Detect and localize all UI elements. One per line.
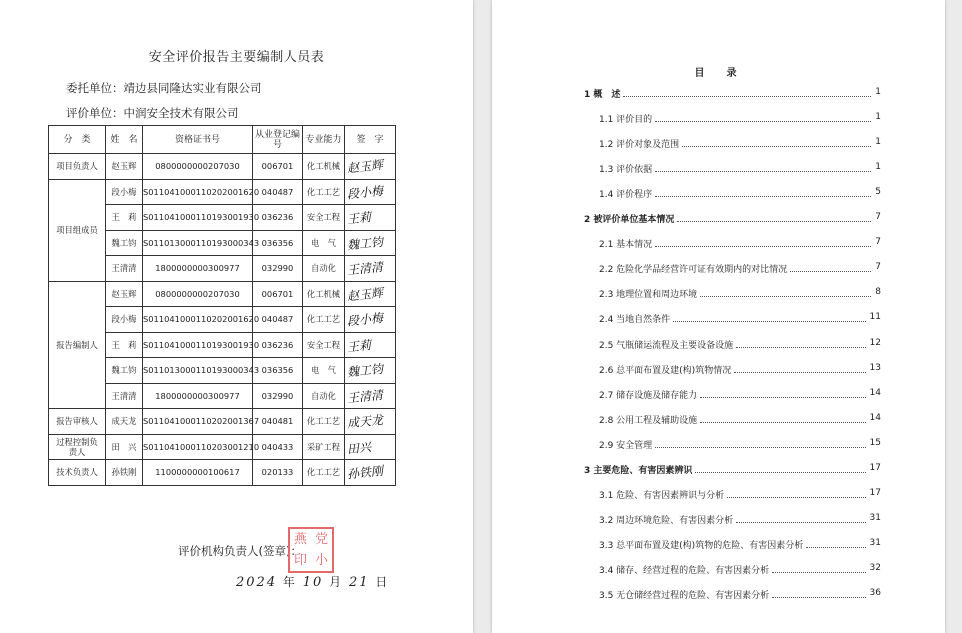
toc-entry-label: 2.6 总平面布置及建(构)筑物情况 <box>599 365 732 376</box>
category-cell: 技术负责人 <box>49 460 106 486</box>
toc-entry-label: 2.4 当地自然条件 <box>599 315 671 326</box>
toc-dot-leader <box>700 397 866 398</box>
certificate-cell: S011041000110203001210 <box>143 434 253 460</box>
name-cell: 孙铁刚 <box>106 460 143 486</box>
certificate-cell: S011041000110202001367 <box>143 409 253 435</box>
skill-cell: 自动化 <box>303 256 345 282</box>
toc-dot-leader <box>736 347 866 348</box>
signature-cell <box>345 434 396 460</box>
toc-section-entry[interactable] <box>492 413 945 433</box>
signature-cell <box>345 179 396 205</box>
toc-page-number: 1 <box>875 87 881 97</box>
toc-section-entry[interactable] <box>492 187 945 207</box>
registration-cell: 032990 <box>253 383 303 409</box>
toc-dot-leader <box>736 522 866 523</box>
skill-cell: 化工机械 <box>303 154 345 180</box>
handwritten-signature: 赵玉辉 <box>346 285 384 304</box>
toc-page-number: 15 <box>869 437 881 448</box>
toc-title: 目 录 <box>694 68 743 79</box>
toc-dot-leader <box>623 96 871 97</box>
handwritten-signature: 赵玉辉 <box>346 158 384 176</box>
signature-cell <box>345 281 396 307</box>
toc-page-number: 14 <box>869 412 881 423</box>
registration-cell: 040481 <box>253 409 303 435</box>
certificate-cell: S011041000110193001930 <box>143 205 253 231</box>
name-cell: 王 莉 <box>106 332 143 358</box>
date-day-unit: 日 <box>375 575 390 589</box>
certificate-cell: S011041000110193001930 <box>143 332 253 358</box>
personal-seal-stamp <box>288 527 334 573</box>
toc-chapter-entry[interactable] <box>492 463 945 483</box>
registration-cell: 032990 <box>253 256 303 282</box>
table-row <box>49 179 396 205</box>
toc-entry-label: 2.1 基本情况 <box>599 240 653 251</box>
toc-entry-label: 3.4 储存、经营过程的危险、有害因素分析 <box>599 565 770 576</box>
handwritten-signature: 魏工钧 <box>346 362 384 380</box>
toc-dot-leader <box>727 497 866 498</box>
toc-chapter-entry[interactable] <box>492 87 945 107</box>
evaluator-unit: 评价单位：中润安全技术有限公司 <box>66 106 239 120</box>
seal-char: 印 <box>293 553 307 568</box>
certificate-cell: S011041000110202001620 <box>143 179 253 205</box>
toc-entry-label: 1.2 评价对象及范围 <box>599 140 680 151</box>
date-month-unit: 月 <box>329 575 344 589</box>
certificate-cell: S011013000110193000343 <box>143 230 253 256</box>
toc-page-number: 8 <box>875 287 881 298</box>
toc-section-entry[interactable] <box>492 312 945 332</box>
toc-dot-leader <box>772 597 866 598</box>
handwritten-signature: 田兴 <box>346 439 372 457</box>
toc-section-entry[interactable] <box>492 588 945 608</box>
handwritten-signature: 孙铁刚 <box>346 464 384 482</box>
toc-page-number: 7 <box>875 212 881 223</box>
toc-page-number: 36 <box>869 588 881 598</box>
responsible-signature-label: 评价机构负责人(签章)： <box>178 544 302 558</box>
name-cell: 王清清 <box>106 383 143 409</box>
toc-section-entry[interactable] <box>492 388 945 408</box>
registration-cell: 036356 <box>253 230 303 256</box>
registration-cell: 020133 <box>253 460 303 486</box>
header-category: 分 类 <box>49 126 106 154</box>
header-name: 姓 名 <box>106 126 143 154</box>
skill-cell: 电 气 <box>303 230 345 256</box>
toc-section-entry[interactable] <box>492 488 945 508</box>
date-month: 10 <box>302 575 324 590</box>
toc-dot-leader <box>673 321 866 322</box>
toc-entry-label: 1.4 评价程序 <box>599 190 653 201</box>
category-cell: 报告编制人 <box>49 281 106 409</box>
signature-cell <box>345 307 396 333</box>
registration-cell: 036236 <box>253 332 303 358</box>
name-cell: 王清清 <box>106 256 143 282</box>
toc-dot-leader <box>734 372 866 373</box>
name-cell: 王 莉 <box>106 205 143 231</box>
certificate-cell: 1100000000100617 <box>143 460 253 486</box>
category-cell: 报告审核人 <box>49 409 106 435</box>
toc-section-entry[interactable] <box>492 287 945 307</box>
toc-dot-leader <box>695 472 866 473</box>
skill-cell: 安全工程 <box>303 205 345 231</box>
handwritten-signature: 王清清 <box>346 260 384 278</box>
signature-cell <box>345 409 396 435</box>
toc-section-entry[interactable] <box>492 563 945 583</box>
handwritten-signature: 段小梅 <box>346 183 384 202</box>
skill-cell: 化工工艺 <box>303 409 345 435</box>
toc-dot-leader <box>655 121 871 122</box>
certificate-cell: 1800000000300977 <box>143 256 253 282</box>
seal-char: 党 <box>314 532 328 547</box>
toc-page-number: 17 <box>869 462 881 473</box>
skill-cell: 化工工艺 <box>303 460 345 486</box>
toc-section-entry[interactable] <box>492 112 945 132</box>
toc-entry-label: 2.8 公用工程及辅助设施 <box>599 415 698 426</box>
toc-section-entry[interactable] <box>492 137 945 157</box>
toc-entry-label: 2.2 危险化学品经营许可证有效期内的对比情况 <box>599 265 788 276</box>
date-day: 21 <box>348 575 370 590</box>
certificate-cell: 0800000000207030 <box>143 154 253 180</box>
right-page <box>492 0 945 633</box>
toc-dot-leader <box>700 422 866 423</box>
signature-cell <box>345 332 396 358</box>
table-row <box>49 434 396 460</box>
toc-dot-leader <box>772 572 866 573</box>
toc-page-number: 17 <box>869 487 881 498</box>
name-cell: 赵玉辉 <box>106 154 143 180</box>
toc-page-number: 5 <box>875 187 881 198</box>
skill-cell: 化工工艺 <box>303 179 345 205</box>
left-page <box>0 0 473 633</box>
header-registration: 从业登记编号 <box>253 126 303 154</box>
table-row <box>49 460 396 486</box>
skill-cell: 化工工艺 <box>303 307 345 333</box>
toc-section-entry[interactable] <box>492 438 945 458</box>
toc-entry-label: 3 主要危险、有害因素辨识 <box>584 465 693 476</box>
signature-cell <box>345 358 396 384</box>
signature-cell <box>345 383 396 409</box>
registration-cell: 040487 <box>253 307 303 333</box>
toc-section-entry[interactable] <box>492 513 945 533</box>
certificate-cell: S011041000110202001620 <box>143 307 253 333</box>
certificate-cell: 0800000000207030 <box>143 281 253 307</box>
toc-dot-leader <box>806 547 866 548</box>
toc-page-number: 13 <box>869 362 881 373</box>
skill-cell: 化工机械 <box>303 281 345 307</box>
date-year-unit: 年 <box>282 575 297 589</box>
toc-entry-label: 3.2 周边环境危险、有害因素分析 <box>599 515 734 526</box>
toc-entry-label: 2.3 地理位置和周边环境 <box>599 290 698 301</box>
toc-page-number: 31 <box>869 512 881 523</box>
skill-cell: 电 气 <box>303 358 345 384</box>
toc-page-number: 14 <box>869 387 881 398</box>
table-row <box>49 154 396 180</box>
name-cell: 魏工钧 <box>106 358 143 384</box>
name-cell: 魏工钧 <box>106 230 143 256</box>
signature-cell <box>345 154 396 180</box>
handwritten-signature: 魏工钧 <box>346 234 384 253</box>
category-cell: 项目组成员 <box>49 179 106 281</box>
toc-dot-leader <box>790 271 871 272</box>
registration-cell: 006701 <box>253 154 303 180</box>
certificate-cell: S011013000110193000343 <box>143 358 253 384</box>
toc-page-number: 32 <box>869 562 881 573</box>
toc-section-entry[interactable] <box>492 262 945 282</box>
toc-entry-label: 1.3 评价依据 <box>599 165 653 176</box>
header-signature: 签 字 <box>345 126 396 154</box>
date-year: 2024 <box>236 575 278 590</box>
handwritten-signature: 段小梅 <box>346 311 384 329</box>
signing-date <box>236 573 389 590</box>
header-skill: 专业能力 <box>303 126 345 154</box>
toc-dot-leader <box>682 146 871 147</box>
registration-cell: 006701 <box>253 281 303 307</box>
toc-page-number: 7 <box>875 262 881 273</box>
name-cell: 成天龙 <box>106 409 143 435</box>
toc-dot-leader <box>677 221 871 222</box>
skill-cell: 自动化 <box>303 383 345 409</box>
toc-dot-leader <box>655 447 866 448</box>
toc-entry-label: 2.5 气瓶储运流程及主要设备设施 <box>599 340 734 351</box>
handwritten-signature: 王莉 <box>346 337 372 355</box>
toc-page-number: 11 <box>869 312 881 323</box>
toc-entry-label: 3.1 危险、有害因素辨识与分析 <box>599 490 725 501</box>
registration-cell: 040433 <box>253 434 303 460</box>
handwritten-signature: 王莉 <box>346 210 372 227</box>
toc-section-entry[interactable] <box>492 162 945 182</box>
toc-entry-label: 2.7 储存设施及储存能力 <box>599 390 698 401</box>
toc-entry-label: 1 概 述 <box>584 90 621 100</box>
table-row <box>49 409 396 435</box>
name-cell: 段小梅 <box>106 307 143 333</box>
toc-dot-leader <box>655 171 871 172</box>
registration-cell: 036356 <box>253 358 303 384</box>
toc-page-number: 7 <box>875 237 881 248</box>
toc-page-number: 1 <box>875 112 881 123</box>
toc-dot-leader <box>700 296 871 297</box>
table-row <box>49 281 396 307</box>
signature-cell <box>345 256 396 282</box>
category-cell: 项目负责人 <box>49 154 106 180</box>
toc-entry-label: 2 被评价单位基本情况 <box>584 215 675 226</box>
name-cell: 段小梅 <box>106 179 143 205</box>
registration-cell: 036236 <box>253 205 303 231</box>
toc-entry-label: 2.9 安全管理 <box>599 440 653 451</box>
toc-section-entry[interactable] <box>492 363 945 383</box>
staff-roster-table <box>48 125 396 486</box>
certificate-cell: 1800000000300977 <box>143 383 253 409</box>
toc-page-number: 31 <box>869 537 881 548</box>
toc-page-number: 12 <box>869 337 881 348</box>
toc-dot-leader <box>655 246 871 247</box>
header-certificate: 资格证书号 <box>143 126 253 154</box>
seal-char: 小 <box>314 553 328 568</box>
signature-cell <box>345 230 396 256</box>
toc-dot-leader <box>655 196 871 197</box>
client-unit: 委托单位：靖边县同隆达实业有限公司 <box>66 81 262 95</box>
toc-page-number: 1 <box>875 162 881 173</box>
signature-cell <box>345 205 396 231</box>
toc-section-entry[interactable] <box>492 237 945 257</box>
name-cell: 田 兴 <box>106 434 143 460</box>
handwritten-signature: 成天龙 <box>346 413 384 431</box>
toc-page-number: 1 <box>875 137 881 148</box>
signature-cell <box>345 460 396 486</box>
handwritten-signature: 王清清 <box>346 387 384 406</box>
skill-cell: 安全工程 <box>303 332 345 358</box>
roster-title: 安全评价报告主要编制人员表 <box>148 50 325 65</box>
toc-section-entry[interactable] <box>492 338 945 358</box>
table-header-row <box>49 126 396 154</box>
seal-char: 燕 <box>293 532 307 547</box>
toc-entry-label: 3.5 无仓储经营过程的危险、有害因素分析 <box>599 591 770 601</box>
toc-entry-label: 1.1 评价目的 <box>599 115 653 126</box>
toc-section-entry[interactable] <box>492 538 945 558</box>
registration-cell: 040487 <box>253 179 303 205</box>
toc-entry-label: 3.3 总平面布置及建(构)筑物的危险、有害因素分析 <box>599 540 804 551</box>
category-cell: 过程控制负责人 <box>49 434 106 460</box>
toc-chapter-entry[interactable] <box>492 212 945 232</box>
skill-cell: 采矿工程 <box>303 434 345 460</box>
name-cell: 赵玉辉 <box>106 281 143 307</box>
